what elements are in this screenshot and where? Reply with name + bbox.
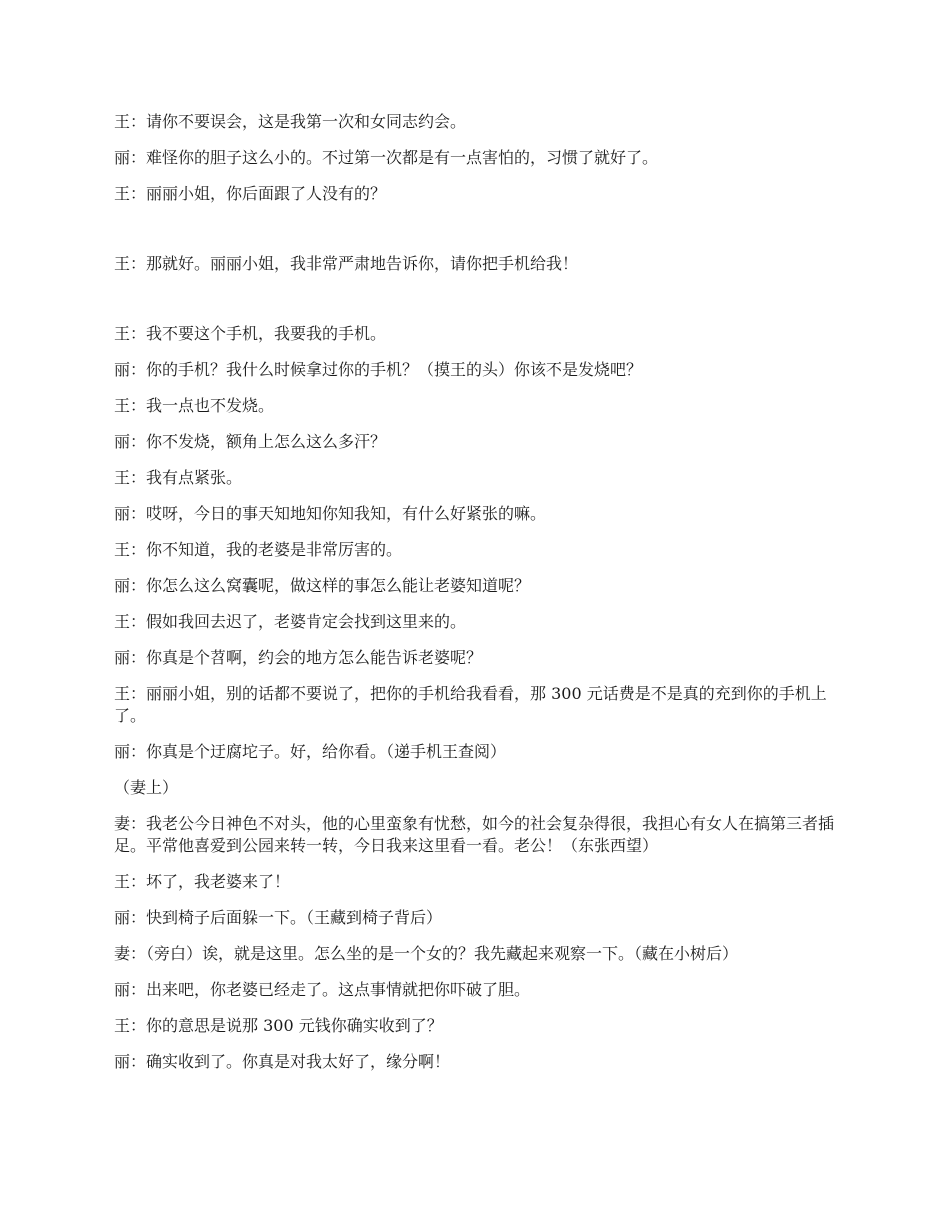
dialogue-line: 王：丽丽小姐，你后面跟了人没有的？ bbox=[114, 184, 387, 203]
dialogue-line: 王：那就好。丽丽小姐，我非常严肃地告诉你，请你把手机给我！ bbox=[114, 254, 579, 273]
dialogue-line: 王：坏了，我老婆来了！ bbox=[114, 872, 291, 891]
dialogue-line: 丽：哎呀，今日的事天知地知你知我知，有什么好紧张的嘛。 bbox=[114, 504, 547, 523]
dialogue-line: 丽：出来吧，你老婆已经走了。这点事情就把你吓破了胆。 bbox=[114, 980, 531, 999]
dialogue-line: 丽：确实收到了。你真是对我太好了，缘分啊！ bbox=[114, 1052, 451, 1071]
dialogue-line: 丽：你真是个苕啊，约会的地方怎么能告诉老婆呢？ bbox=[114, 648, 483, 667]
dialogue-line: 丽：你不发烧，额角上怎么这么多汗？ bbox=[114, 432, 387, 451]
dialogue-line: 王：我不要这个手机，我要我的手机。 bbox=[114, 324, 387, 343]
dialogue-line: 王：我有点紧张。 bbox=[114, 468, 243, 487]
dialogue-line: 丽：你的手机？我什么时候拿过你的手机？（摸王的头）你该不是发烧吧？ bbox=[114, 360, 643, 379]
dialogue-line: 王：我一点也不发烧。 bbox=[114, 396, 275, 415]
dialogue-line: 王：你的意思是说那 300 元钱你确实收到了？ bbox=[114, 1016, 443, 1035]
dialogue-line: 王：你不知道，我的老婆是非常厉害的。 bbox=[114, 540, 403, 559]
dialogue-line: 丽：快到椅子后面躲一下。（王藏到椅子背后） bbox=[114, 908, 443, 927]
dialogue-line: 妻：（旁白）诶，就是这里。怎么坐的是一个女的？我先藏起来观察一下。（藏在小树后） bbox=[114, 944, 739, 963]
blank-gap bbox=[114, 289, 844, 323]
dialogue-line: 妻：我老公今日神色不对头，他的心里蛮象有忧愁，如今的社会复杂得很，我担心有女人在搞第三者插足。平常他喜爱到公园来转一转，今日我来这里看一看。老公！（东张西望） bbox=[114, 814, 835, 855]
dialogue-line: 丽：难怪你的胆子这么小的。不过第一次都是有一点害怕的，习惯了就好了。 bbox=[114, 148, 659, 167]
stage-direction: （妻上） bbox=[114, 778, 179, 797]
dialogue-line: 王：丽丽小姐，别的话都不要说了，把你的手机给我看看，那 300 元话费是不是真的充到你的手机上了。 bbox=[114, 684, 827, 725]
dialogue-line: 王：请你不要误会，这是我第一次和女同志约会。 bbox=[114, 112, 467, 131]
document-page bbox=[114, 111, 844, 1087]
dialogue-line: 王：假如我回去迟了，老婆肯定会找到这里来的。 bbox=[114, 612, 467, 631]
dialogue-line: 丽：你真是个迂腐坨子。好，给你看。（递手机王查阅） bbox=[114, 742, 507, 761]
blank-gap bbox=[114, 219, 844, 253]
dialogue-line: 丽：你怎么这么窝囊呢，做这样的事怎么能让老婆知道呢？ bbox=[114, 576, 531, 595]
